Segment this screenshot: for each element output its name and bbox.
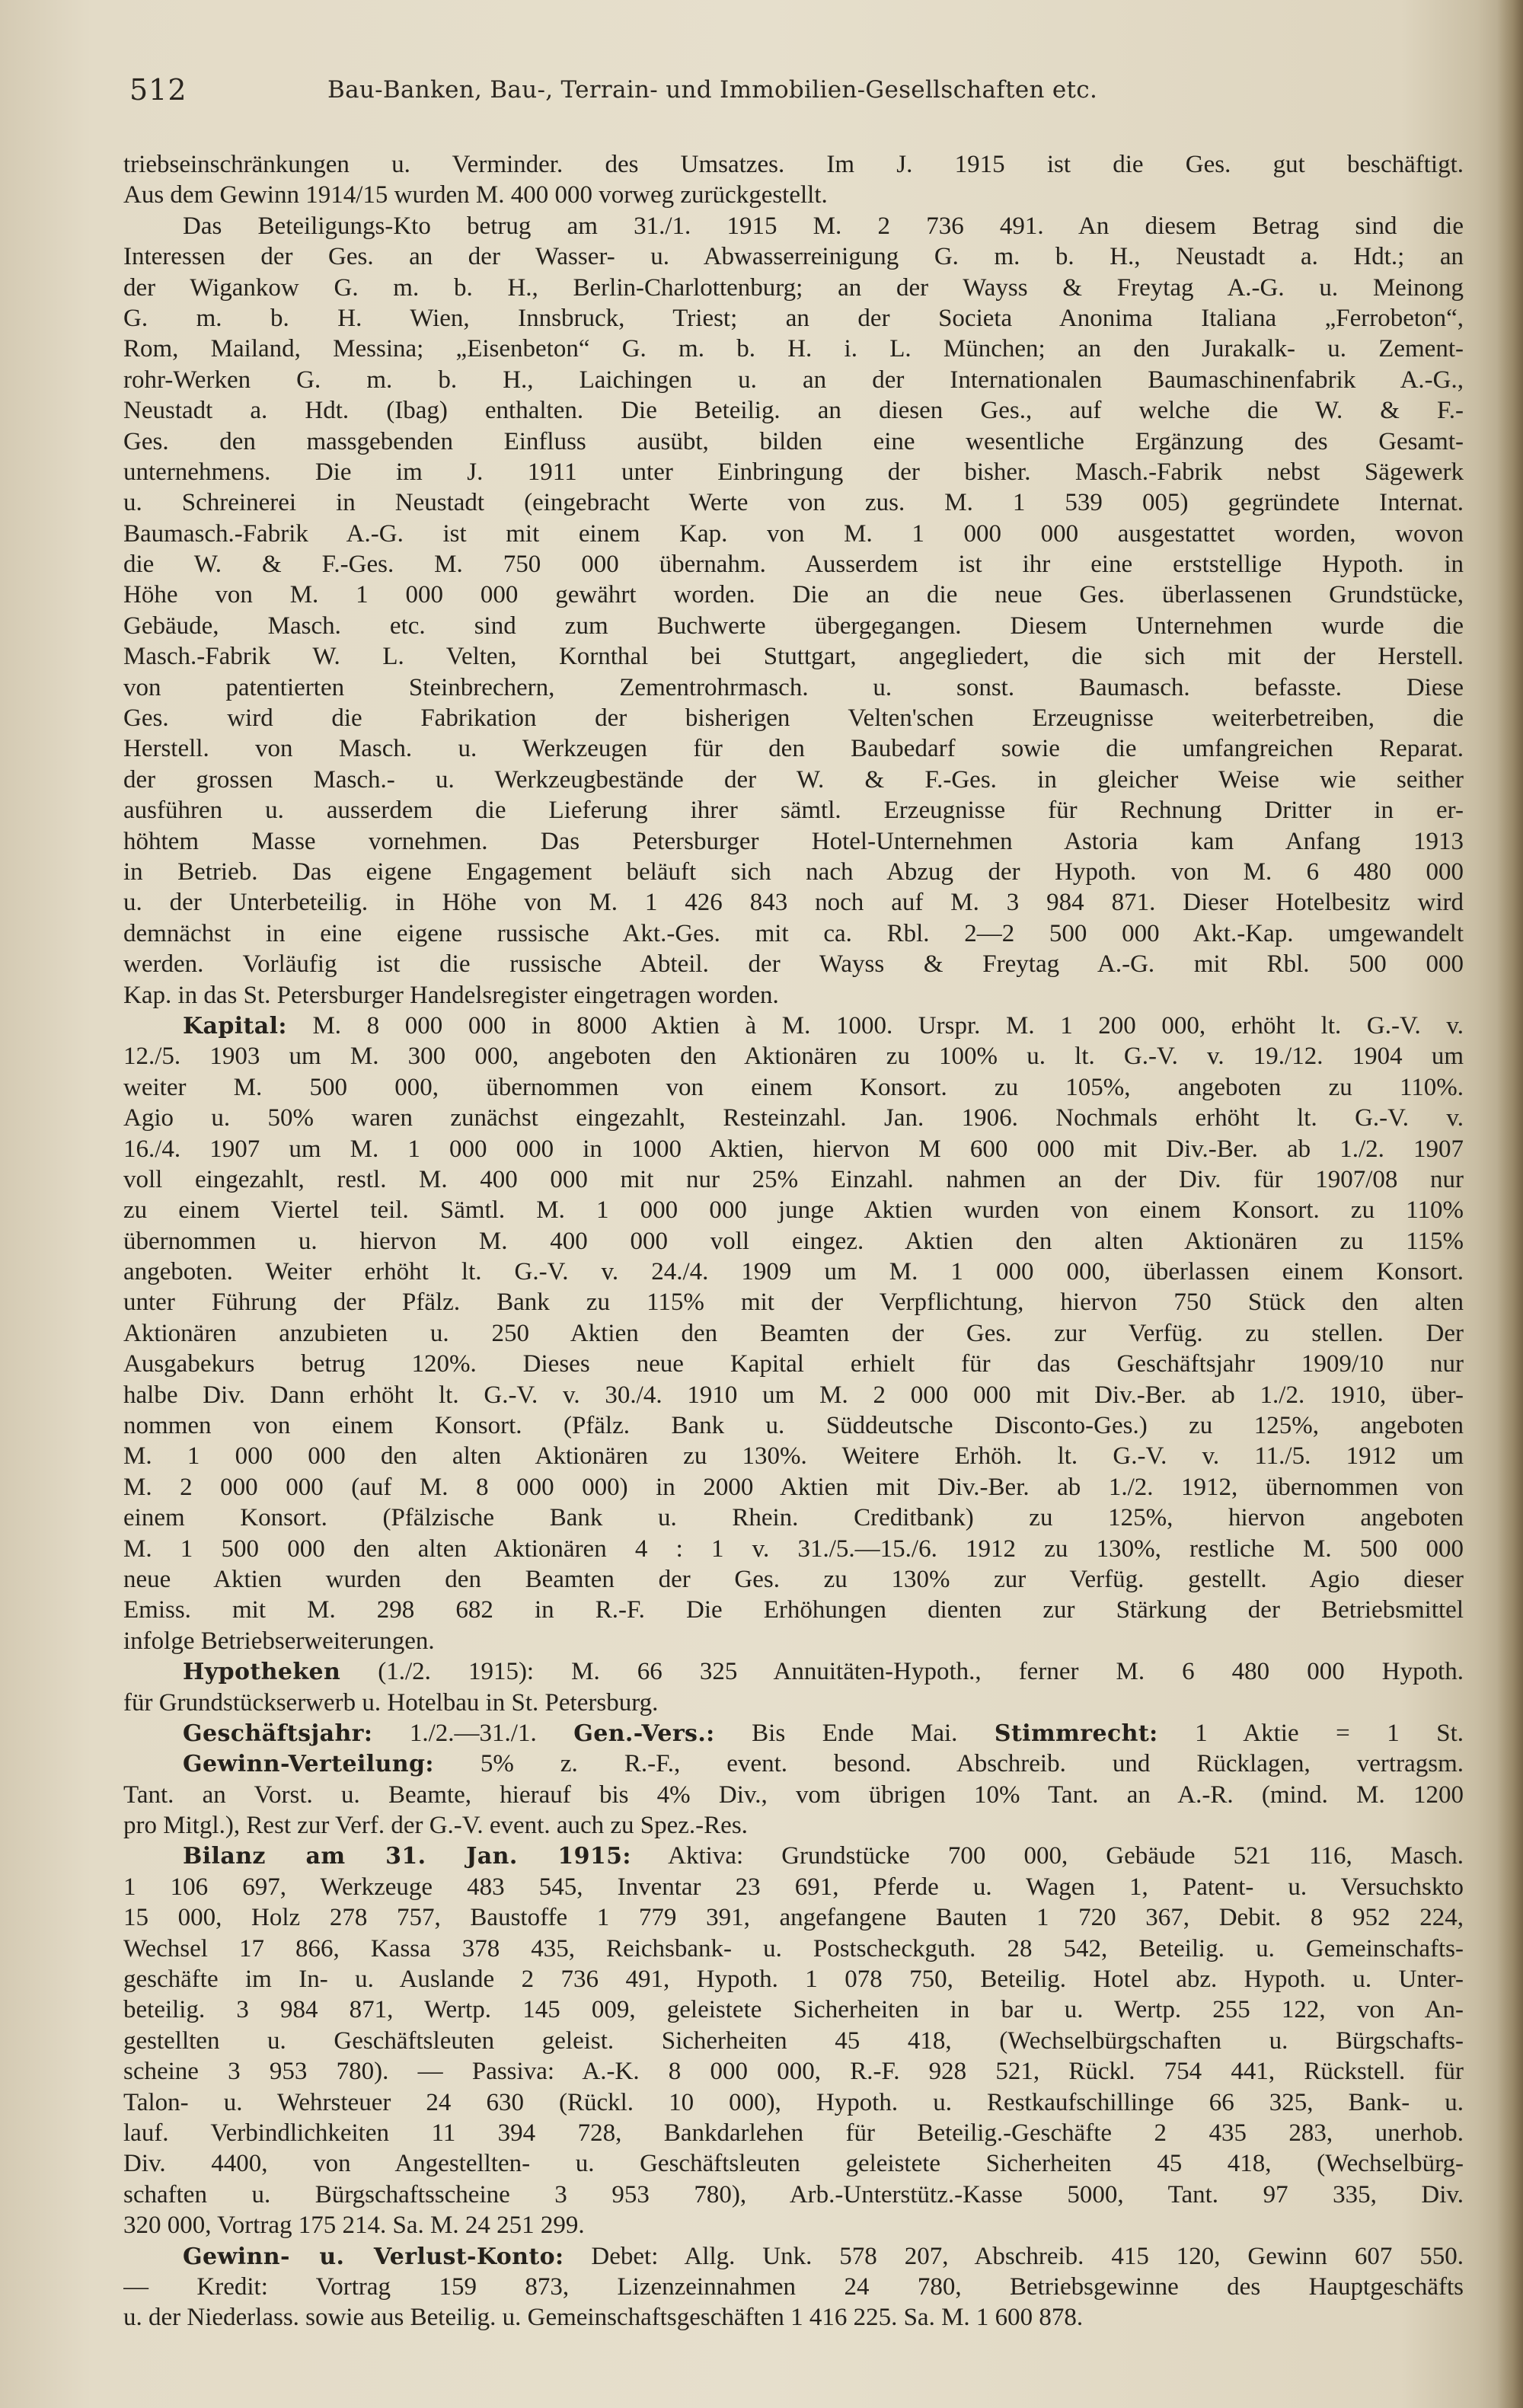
text-line	[123, 1503, 1464, 1533]
line-text: nommen von einem Konsort. (Pfälz. Bank u. Süddeutsche Disconto-Ges.) zu 125%, angeboten	[123, 1412, 1464, 1440]
line-text: Baumasch.-Fabrik A.-G. ist mit einem Kap. von M. 1 000 000 ausgestattet worden, wovon	[123, 519, 1464, 548]
line-text: 12./5. 1903 um M. 300 000, angeboten den Aktionären zu 100% u. lt. G.-V. v. 19./12. 1904 um	[123, 1043, 1464, 1071]
text-line	[123, 1595, 1464, 1625]
line-text: werden. Vorläufig ist die russische Abteil. der Wayss & Freytag A.-G. mit Rbl. 500 000	[123, 950, 1464, 979]
line-text: M. 8 000 000 in 8000 Aktien à M. 1000. Urspr. M. 1 200 000, erhöht lt. G.-V. v.	[286, 1011, 1464, 1040]
text-line	[123, 2026, 1464, 2056]
section-heading: Hypotheken	[183, 1659, 341, 1686]
text-line	[123, 795, 1464, 826]
line-text: 1./2.—31./1.	[372, 1719, 574, 1747]
text-line	[123, 1164, 1464, 1195]
page-binding-shadow	[1497, 0, 1523, 2408]
line-text: geschäfte im In- u. Auslande 2 736 491, Hypoth. 1 078 750, Beteilig. Hotel abz. Hypoth. u. Unter-	[123, 1966, 1464, 1994]
text-line	[123, 857, 1464, 887]
line-text: infolge Betriebserweiterungen.	[123, 1627, 435, 1655]
line-text: beteilig. 3 984 871, Wertp. 145 009, geleistete Sicherheiten in bar u. Wertp. 255 122, von An-	[123, 1996, 1464, 2024]
text-line	[123, 149, 1464, 180]
line-text: neue Aktien wurden den Beamten der Ges. zu 130% zur Verfüg. gestellt. Agio dieser	[123, 1565, 1464, 1593]
line-text: demnächst in eine eigene russische Akt.-Ges. mit ca. Rbl. 2—2 500 000 Akt.-Kap. umgewandelt	[123, 919, 1464, 947]
line-text: Emiss. mit M. 298 682 in R.-F. Die Erhöhungen dienten zur Stärkung der Betriebsmittel	[123, 1596, 1464, 1624]
text-line	[123, 303, 1464, 334]
line-text: Höhe von M. 1 000 000 gewährt worden. Die an die neue Ges. überlassenen Grundstücke,	[123, 581, 1464, 609]
line-text: Agio u. 50% waren zunächst eingezahlt, Resteinzahl. Jan. 1906. Nochmals erhöht lt. G.-V. v.	[123, 1104, 1464, 1132]
text-line	[123, 1472, 1464, 1503]
text-line	[123, 1287, 1464, 1317]
text-line	[123, 641, 1464, 672]
line-text: Herstell. von Masch. u. Werkzeugen für den Baubedarf sowie die umfangreichen Reparat.	[123, 735, 1464, 763]
line-text: der grossen Masch.- u. Werkzeugbestände der W. & F.-Ges. in gleicher Weise wie seither	[123, 765, 1464, 794]
text-line	[123, 2118, 1464, 2148]
text-line	[123, 949, 1464, 979]
line-text: Ausgabekurs betrug 120%. Dieses neue Kapital erhielt für das Geschäftsjahr 1909/10 nur	[123, 1350, 1464, 1378]
line-text: 15 000, Holz 278 757, Baustoffe 1 779 391, angefangene Bauten 1 720 367, Debit. 8 952 224,	[123, 1904, 1464, 1932]
text-line	[123, 1656, 1464, 1687]
line-text: (1./2. 1915): M. 66 325 Annuitäten-Hypoth., ferner M. 6 480 000 Hypoth.	[340, 1658, 1464, 1686]
line-text: Debet: Allg. Unk. 578 207, Abschreib. 415 120, Gewinn 607 550.	[564, 2242, 1464, 2270]
text-line	[123, 1011, 1464, 1041]
line-text: Bis Ende Mai.	[714, 1719, 995, 1747]
line-text: gestellten u. Geschäftsleuten geleist. Sicherheiten 45 418, (Wechselbürgschaften u. Bürgschafts-	[123, 2026, 1464, 2055]
line-text: Tant. an Vorst. u. Beamte, hierauf bis 4% Div., vom übrigen 10% Tant. an A.-R. (mind. M. 1200	[123, 1780, 1464, 1809]
line-text: lauf. Verbindlichkeiten 11 394 728, Bankdarlehen für Beteilig.-Geschäfte 2 435 283, unerhob.	[123, 2119, 1464, 2147]
text-line	[123, 241, 1464, 272]
line-text: M. 1 000 000 den alten Aktionären zu 130%. Weitere Erhöh. lt. G.-V. v. 11./5. 1912 um	[123, 1442, 1464, 1471]
text-line	[123, 2241, 1464, 2272]
text-line	[123, 487, 1464, 518]
line-text: Neustadt a. Hdt. (Ibag) enthalten. Die Beteilig. an diesen Ges., auf welche die W. & F.-	[123, 397, 1464, 425]
text-line	[123, 703, 1464, 733]
text-line	[123, 180, 1464, 210]
text-line	[123, 1134, 1464, 1164]
line-text: weiter M. 500 000, übernommen von einem Konsort. zu 105%, angeboten zu 110%.	[123, 1073, 1464, 1101]
text-line	[123, 1103, 1464, 1133]
text-line	[123, 1934, 1464, 1964]
text-line	[123, 365, 1464, 395]
line-text: für Grundstückserwerb u. Hotelbau in St. Petersburg.	[123, 1688, 659, 1717]
line-text: scheine 3 953 780). — Passiva: A.-K. 8 000 000, R.-F. 928 521, Rückl. 754 441, Rückstell. für	[123, 2058, 1464, 2086]
text-line	[123, 2272, 1464, 2302]
line-text: 1 106 697, Werkzeuge 483 545, Inventar 23 691, Pferde u. Wagen 1, Patent- u. Versuchskto	[123, 1873, 1464, 1901]
line-text: 5% z. R.-F., event. besond. Abschreib. und Rücklagen, vertragsm.	[433, 1750, 1464, 1778]
text-line	[123, 1872, 1464, 1902]
line-text: in Betrieb. Das eigene Engagement beläuft sich nach Abzug der Hypoth. von M. 6 480 000	[123, 857, 1464, 886]
text-line	[123, 1810, 1464, 1841]
text-line	[123, 2210, 1464, 2240]
text-line	[123, 1902, 1464, 1933]
line-text: Masch.-Fabrik W. L. Velten, Kornthal bei Stuttgart, angegliedert, die sich mit der Herstell.	[123, 643, 1464, 671]
text-line	[123, 1041, 1464, 1071]
text-line	[123, 457, 1464, 487]
body-text	[123, 149, 1464, 2333]
section-heading: Gewinn- u. Verlust-Konto:	[183, 2243, 564, 2270]
page-header	[122, 73, 1462, 119]
line-text: Gebäude, Masch. etc. sind zum Buchwerte übergegangen. Diesem Unternehmen wurde die	[123, 612, 1464, 640]
text-line	[123, 1257, 1464, 1287]
line-text: u. der Niederlass. sowie aus Beteilig. u. Gemeinschaftsgeschäften 1 416 225. Sa. M. 1 600 878.	[123, 2304, 1084, 2332]
text-line	[123, 1964, 1464, 1994]
line-text: angeboten. Weiter erhöht lt. G.-V. v. 24./4. 1909 um M. 1 000 000, überlassen einem Konsort.	[123, 1258, 1464, 1286]
line-text: 16./4. 1907 um M. 1 000 000 in 1000 Aktien, hiervon M 600 000 mit Div.-Ber. ab 1./2. 1907	[123, 1135, 1464, 1163]
line-text: M. 1 500 000 den alten Aktionären 4 : 1 v. 31./5.—15./6. 1912 zu 130%, restliche M. 500 000	[123, 1535, 1464, 1563]
line-text: Div. 4400, von Angestellten- u. Geschäftsleuten geleistete Sicherheiten 45 418, (Wechselbürg-	[123, 2150, 1464, 2178]
line-text: unternehmens. Die im J. 1911 unter Einbringung der bisher. Masch.-Fabrik nebst Sägewerk	[123, 458, 1464, 486]
line-text: einem Konsort. (Pfälzische Bank u. Rhein. Creditbank) zu 125%, hiervon angeboten	[123, 1504, 1464, 1532]
section-heading: Kapital:	[183, 1012, 287, 1040]
line-text: Talon- u. Wehrsteuer 24 630 (Rückl. 10 000), Hypoth. u. Restkaufschillinge 66 325, Bank- u.	[123, 2088, 1464, 2116]
text-line	[123, 733, 1464, 764]
line-text: unter Führung der Pfälz. Bank zu 115% mit der Verpflichtung, hiervon 750 Stück den alten	[123, 1289, 1464, 1317]
text-line	[123, 2148, 1464, 2179]
text-line	[123, 1349, 1464, 1379]
line-text: ausführen u. ausserdem die Lieferung ihrer sämtl. Erzeugnisse für Rechnung Dritter in er-	[123, 797, 1464, 825]
line-text: voll eingezahlt, restl. M. 400 000 mit nur 25% Einzahl. nahmen an der Div. für 1907/08 nur	[123, 1165, 1464, 1193]
line-text: Interessen der Ges. an der Wasser- u. Abwasserreinigung G. m. b. H., Neustadt a. Hdt.; an	[123, 243, 1464, 271]
text-line	[123, 1380, 1464, 1410]
section-heading: Bilanz am 31. Jan. 1915:	[183, 1843, 631, 1870]
section-heading: Gewinn-Verteilung:	[183, 1751, 434, 1778]
text-line	[123, 1841, 1464, 1871]
line-text: Aus dem Gewinn 1914/15 wurden M. 400 000 vorweg zurückgestellt.	[123, 181, 828, 209]
text-line	[123, 1318, 1464, 1349]
line-text: u. Schreinerei in Neustadt (eingebracht Werte von zus. M. 1 539 005) gegründete Internat.	[123, 489, 1464, 517]
line-text: Aktiva: Grundstücke 700 000, Gebäude 521 116, Masch.	[631, 1842, 1464, 1870]
line-text: übernommen u. hiervon M. 400 000 voll eingez. Aktien den alten Aktionären zu 115%	[123, 1227, 1464, 1255]
line-text: von patentierten Steinbrechern, Zementrohrmasch. u. sonst. Baumasch. befasste. Diese	[123, 673, 1464, 701]
running-title: Bau-Banken, Bau-, Terrain- und Immobilien-Gesellschaften etc.	[327, 76, 1098, 104]
line-text: triebseinschränkungen u. Verminder. des Umsatzes. Im J. 1915 ist die Ges. gut beschäftigt.	[123, 151, 1464, 178]
text-line	[123, 1718, 1464, 1749]
line-text: 320 000, Vortrag 175 214. Sa. M. 24 251 299.	[123, 2212, 585, 2240]
line-text: 1 Aktie = 1 St.	[1157, 1719, 1464, 1747]
text-line	[123, 1626, 1464, 1656]
text-line	[123, 1072, 1464, 1103]
line-text: die W. & F.-Ges. M. 750 000 übernahm. Ausserdem ist ihr eine erststellige Hypoth. in	[123, 551, 1464, 579]
text-line	[123, 918, 1464, 949]
line-text: M. 2 000 000 (auf M. 8 000 000) in 2000 Aktien mit Div.-Ber. ab 1./2. 1912, übernommen von	[123, 1473, 1464, 1501]
section-heading: Gen.-Vers.:	[573, 1720, 715, 1747]
text-line	[123, 580, 1464, 610]
page-number: 512	[129, 73, 187, 107]
text-line	[123, 395, 1464, 426]
line-text: Wechsel 17 866, Kassa 378 435, Reichsbank- u. Postscheckguth. 28 542, Beteilig. u. Gemeinschafts-	[123, 1934, 1464, 1962]
line-text: Ges. wird die Fabrikation der bisherigen Velten'schen Erzeugnisse weiterbetreiben, die	[123, 704, 1464, 733]
text-line	[123, 2087, 1464, 2118]
text-line	[123, 672, 1464, 703]
text-line	[123, 334, 1464, 364]
text-line	[123, 2302, 1464, 2333]
text-line	[123, 1994, 1464, 2025]
text-line	[123, 273, 1464, 303]
text-line	[123, 1195, 1464, 1225]
text-line	[123, 2180, 1464, 2210]
text-line	[123, 211, 1464, 241]
text-line	[123, 2056, 1464, 2087]
text-line	[123, 980, 1464, 1011]
line-text: halbe Div. Dann erhöht lt. G.-V. v. 30./4. 1910 um M. 2 000 000 mit Div.-Ber. ab 1./2. 1910, über-	[123, 1381, 1464, 1409]
text-line	[123, 887, 1464, 918]
line-text: pro Mitgl.), Rest zur Verf. der G.-V. event. auch zu Spez.-Res.	[123, 1812, 748, 1840]
text-line	[123, 826, 1464, 857]
line-text: u. der Unterbeteilig. in Höhe von M. 1 426 843 noch auf M. 3 984 871. Dieser Hotelbesitz wird	[123, 889, 1464, 917]
text-line	[123, 1534, 1464, 1564]
line-text: Aktionären anzubieten u. 250 Aktien den Beamten der Ges. zur Verfüg. zu stellen. Der	[123, 1319, 1464, 1347]
text-line	[123, 1749, 1464, 1779]
text-line	[123, 1780, 1464, 1810]
text-line	[123, 1441, 1464, 1471]
line-text: höhtem Masse vornehmen. Das Petersburger Hotel-Unternehmen Astoria kam Anfang 1913	[123, 827, 1464, 855]
line-text: rohr-Werken G. m. b. H., Laichingen u. an der Internationalen Baumaschinenfabrik A.-G.,	[123, 366, 1464, 394]
line-text: G. m. b. H. Wien, Innsbruck, Triest; an der Societa Anonima Italiana „Ferrobeton“,	[123, 304, 1464, 332]
line-text: Kap. in das St. Petersburger Handelsregister eingetragen worden.	[123, 981, 779, 1009]
text-line	[123, 1410, 1464, 1441]
text-line	[123, 549, 1464, 580]
line-text: der Wigankow G. m. b. H., Berlin-Charlottenburg; an der Wayss & Freytag A.-G. u. Meinong	[123, 273, 1464, 302]
text-line	[123, 1564, 1464, 1595]
text-line	[123, 1688, 1464, 1718]
text-line	[123, 765, 1464, 795]
text-line	[123, 1226, 1464, 1257]
line-text: Rom, Mailand, Messina; „Eisenbeton“ G. m. b. H. i. L. München; an den Jurakalk- u. Zement-	[123, 335, 1464, 363]
line-text: Ges. den massgebenden Einfluss ausübt, bilden eine wesentliche Ergänzung des Gesamt-	[123, 427, 1464, 455]
text-line	[123, 611, 1464, 641]
text-line	[123, 426, 1464, 457]
section-heading: Geschäftsjahr:	[183, 1720, 373, 1747]
line-text: Das Beteiligungs-Kto betrug am 31./1. 1915 M. 2 736 491. An diesem Betrag sind die	[183, 212, 1464, 240]
line-text: schaften u. Bürgschaftsscheine 3 953 780), Arb.-Unterstütz.-Kasse 5000, Tant. 97 335, Div.	[123, 2180, 1464, 2208]
section-heading: Stimmrecht:	[994, 1720, 1158, 1747]
line-text: zu einem Viertel teil. Sämtl. M. 1 000 000 junge Aktien wurden von einem Konsort. zu 110%	[123, 1196, 1464, 1225]
text-line	[123, 519, 1464, 549]
line-text: — Kredit: Vortrag 159 873, Lizenzeinnahmen 24 780, Betriebsgewinne des Hauptgeschäfts	[123, 2272, 1464, 2301]
